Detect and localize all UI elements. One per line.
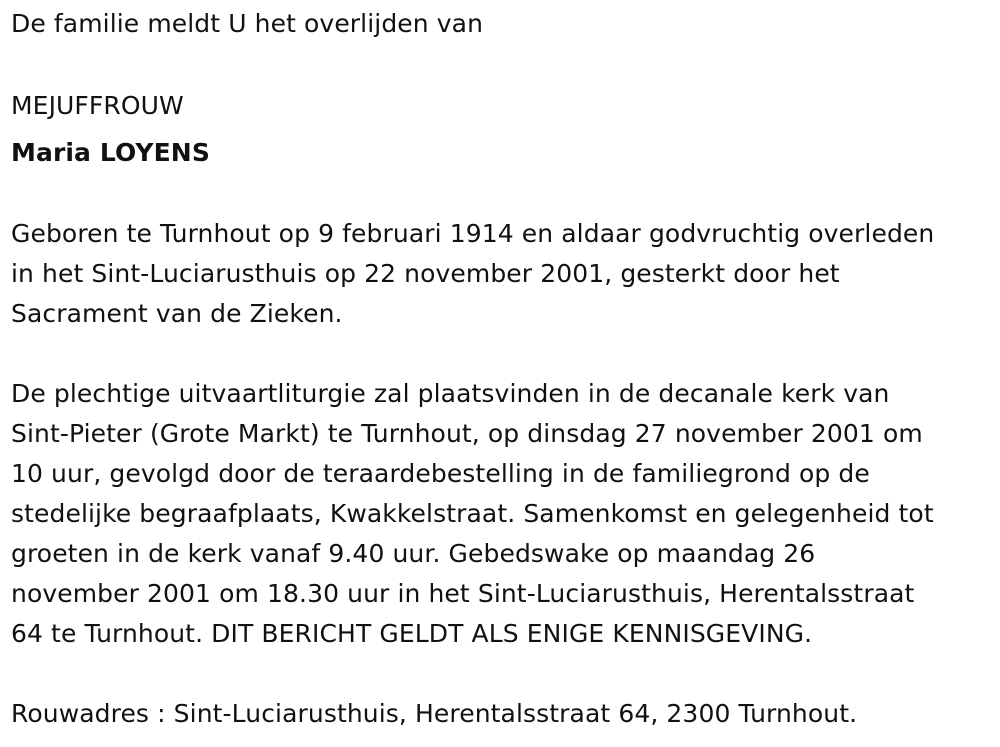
paragraph-line: De plechtige uitvaartliturgie zal plaatsvinden in de decanale kerk van	[11, 379, 890, 408]
paragraph-line: stedelijke begraafplaats, Kwakkelstraat. Samenkomst en gelegenheid tot	[11, 499, 934, 528]
paragraph-line: Geboren te Turnhout op 9 februari 1914 en aldaar godvruchtig overleden	[11, 219, 935, 248]
paragraph-line: 64 te Turnhout. DIT BERICHT GELDT ALS ENIGE KENNISGEVING.	[11, 619, 813, 648]
deceased-name: Maria LOYENS	[11, 138, 210, 167]
paragraph-line: groeten in de kerk vanaf 9.40 uur. Gebedswake op maandag 26	[11, 539, 816, 568]
deceased-title: MEJUFFROUW	[11, 91, 184, 120]
paragraph-line: Sacrament van de Zieken.	[11, 299, 343, 328]
intro-text: De familie meldt U het overlijden van	[11, 9, 484, 38]
paragraph-line: Sint-Pieter (Grote Markt) te Turnhout, op dinsdag 27 november 2001 om	[11, 419, 923, 448]
mourning-address: Rouwadres : Sint-Luciarusthuis, Herentalsstraat 64, 2300 Turnhout.	[11, 699, 858, 728]
paragraph-line: in het Sint-Luciarusthuis op 22 november 2001, gesterkt door het	[11, 259, 840, 288]
paragraph-line: 10 uur, gevolgd door de teraardebestelling in de familiegrond op de	[11, 459, 870, 488]
paragraph-line: november 2001 om 18.30 uur in het Sint-Luciarusthuis, Herentalsstraat	[11, 579, 915, 608]
